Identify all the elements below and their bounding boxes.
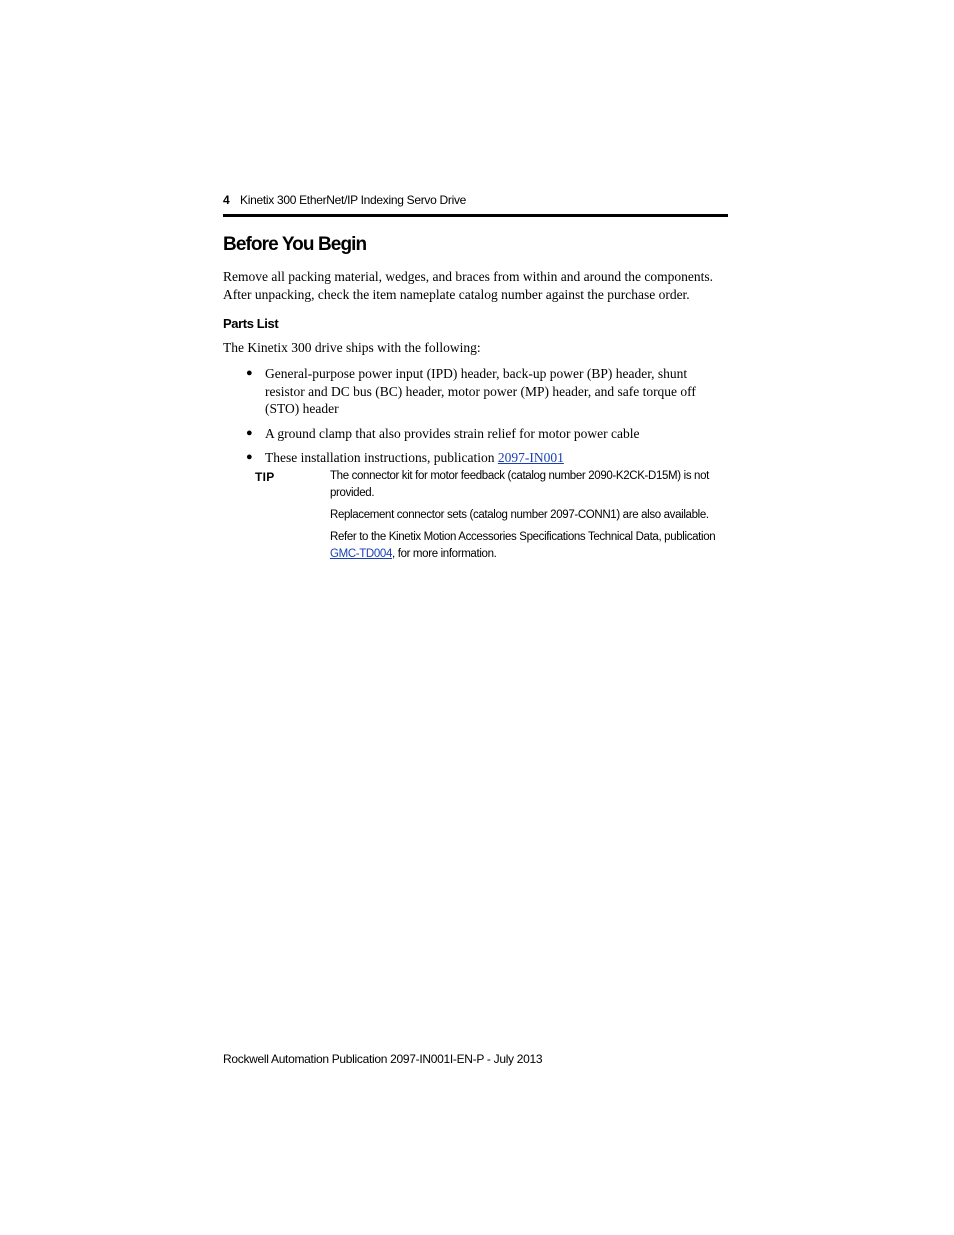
list-item-text: General-purpose power input (IPD) header, back-up power (BP) header, shunt resistor and DC bus (BC) header, motor power (MP) header, and safe torque off (STO) header — [265, 366, 696, 416]
parts-list — [223, 365, 728, 474]
list-item-text: These installation instructions, publication — [265, 450, 498, 465]
document-title: Kinetix 300 EtherNet/IP Indexing Servo Drive — [240, 193, 467, 207]
list-item-text: A ground clamp that also provides strain relief for motor power cable — [265, 425, 640, 441]
list-item — [223, 425, 728, 443]
list-item — [223, 449, 728, 467]
list-item — [223, 365, 728, 418]
parts-list-heading: Parts List — [223, 316, 279, 331]
bullet-icon: ● — [246, 451, 253, 463]
publication-link-gmc-td004[interactable]: GMC-TD004 — [330, 548, 393, 560]
page-number: 4 — [223, 193, 230, 207]
tip-refer-prefix: Refer to the Kinetix Motion Accessories Specifications Technical Data, publication — [330, 531, 716, 543]
bullet-icon: ● — [246, 426, 253, 439]
page-footer: Rockwell Automation Publication 2097-IN001I-EN-P - July 2013 — [223, 1052, 543, 1066]
publication-link-2097-in001[interactable]: 2097-IN001 — [497, 450, 564, 465]
intro-paragraph: Remove all packing material, wedges, and braces from within and around the components. After unpacking, check the item nameplate catalog number against the purchase order. — [223, 269, 713, 302]
tip-body — [330, 468, 730, 568]
page-header — [223, 193, 728, 209]
tip-line: Replacement connector sets (catalog number 2097-CONN1) are also available. — [330, 509, 709, 521]
tip-refer-suffix: , for more information. — [392, 548, 497, 560]
parts-intro: The Kinetix 300 drive ships with the following: — [223, 340, 481, 355]
section-title: Before You Begin — [223, 234, 367, 255]
tip-label: TIP — [255, 470, 275, 484]
tip-refer — [330, 529, 730, 563]
header-rule — [223, 214, 728, 217]
bullet-icon: ● — [246, 367, 253, 379]
tip-line: The connector kit for motor feedback (catalog number 2090-K2CK-D15M) is not provided. — [330, 470, 709, 499]
